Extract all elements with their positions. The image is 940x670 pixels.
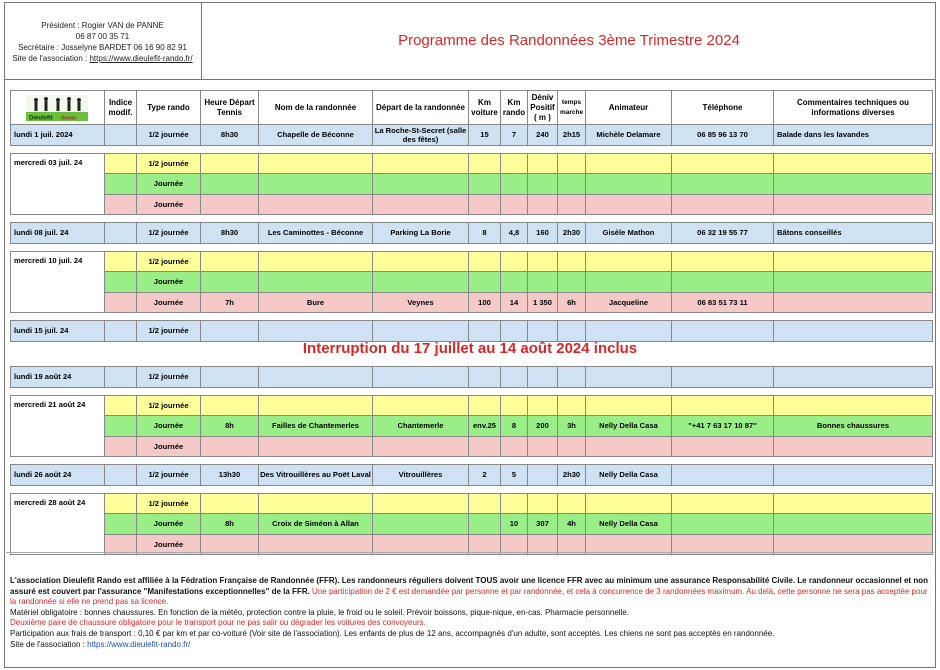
date-cell: mercredi 28 août 24 (11, 493, 105, 555)
temps-cell: 2h30 (558, 465, 586, 486)
kmr-cell: 10 (501, 514, 528, 535)
group-spacer (11, 145, 933, 153)
type-cell: Journée (137, 514, 201, 535)
anim-cell (586, 493, 672, 514)
comm-cell: Bâtons conseillés (774, 223, 933, 244)
col-deniv: Déniv Positif ( m ) (528, 91, 558, 125)
kmv-cell (469, 321, 501, 342)
indice-cell (105, 125, 137, 146)
comm-cell (774, 272, 933, 293)
kmr-cell (501, 321, 528, 342)
table-row (11, 321, 933, 342)
indice-cell (105, 251, 137, 272)
kmr-cell (501, 367, 528, 388)
kmv-cell (469, 436, 501, 457)
date-cell: lundi 15 juil. 24 (11, 321, 105, 342)
indice-cell (105, 321, 137, 342)
table-row (11, 395, 933, 416)
kmv-cell (469, 272, 501, 293)
comm-cell (774, 465, 933, 486)
table-row (11, 416, 933, 437)
kmv-cell (469, 514, 501, 535)
group-spacer (11, 387, 933, 395)
anim-cell (586, 395, 672, 416)
svg-text:Dieulefit: Dieulefit (28, 115, 53, 121)
nom-cell (259, 395, 373, 416)
tel-cell: 06 83 51 73 11 (672, 292, 774, 313)
depart-cell: Veynes (373, 292, 469, 313)
site-link[interactable]: https://www.dieulefit-rando.fr/ (89, 54, 193, 63)
type-cell: 1/2 journée (137, 493, 201, 514)
president-phone: 06 87 00 35 71 (75, 32, 130, 41)
heure-cell (201, 272, 259, 293)
heure-cell (201, 367, 259, 388)
type-cell: 1/2 journée (137, 395, 201, 416)
depart-cell (373, 321, 469, 342)
nom-cell (259, 174, 373, 195)
tel-cell: "+41 7 63 17 10 87" (672, 416, 774, 437)
schedule-table-august (10, 366, 933, 555)
heure-cell (201, 194, 259, 215)
heure-cell (201, 321, 259, 342)
heure-cell (201, 174, 259, 195)
date-cell: lundi 1 juil. 2024 (11, 125, 105, 146)
date-cell: lundi 08 juil. 24 (11, 223, 105, 244)
deniv-cell: 160 (528, 223, 558, 244)
interruption-notice: Interruption du 17 juillet au 14 août 2024 inclus (302, 340, 638, 357)
depart-cell: Chantemerle (373, 416, 469, 437)
heure-cell: 8h (201, 416, 259, 437)
deniv-cell (528, 251, 558, 272)
deniv-cell: 240 (528, 125, 558, 146)
kmr-cell: 7 (501, 125, 528, 146)
kmv-cell (469, 493, 501, 514)
kmv-cell (469, 395, 501, 416)
col-heure: Heure Départ Tennis (201, 91, 259, 125)
heure-cell: 13h30 (201, 465, 259, 486)
comm-cell (774, 194, 933, 215)
nom-cell (259, 272, 373, 293)
deniv-cell (528, 436, 558, 457)
temps-cell (558, 251, 586, 272)
anim-cell (586, 251, 672, 272)
anim-cell (586, 367, 672, 388)
president-line: Président : Rogier VAN de PANNE (41, 21, 164, 30)
date-cell: mercredi 10 juil. 24 (11, 251, 105, 313)
kmv-cell: 8 (469, 223, 501, 244)
date-cell: lundi 19 août 24 (11, 367, 105, 388)
heure-cell (201, 395, 259, 416)
footer-participation-text: Une participation de 2 € est demandée par personne et par randonnée, et cela à concurrence de 3 randonnées maximum. Au delà, cette personne ne sera pas acceptée pour la randonnée si elle ne prend pas sa licence. (10, 586, 928, 607)
group-spacer (11, 485, 933, 493)
anim-cell (586, 436, 672, 457)
group-spacer (11, 457, 933, 465)
deniv-cell (528, 194, 558, 215)
depart-cell (373, 194, 469, 215)
footer-affiliation-text: L'association Dieulefit Rando est affiliée à la Fédration Française de Randonnée (FFR). Les randonneurs réguliers doivent TOUS avoir une licence FFR avec au minimum une assurance Responsabilité Civile. Le randonneur occasionnel et non assuré est couvert par l'assurance "Manifestations exceptionnelles" de la FFR. (10, 576, 928, 596)
type-cell: Journée (137, 436, 201, 457)
indice-cell (105, 395, 137, 416)
nom-cell (259, 436, 373, 457)
heure-cell (201, 153, 259, 174)
temps-cell (558, 436, 586, 457)
tel-cell (672, 514, 774, 535)
type-cell: Journée (137, 292, 201, 313)
kmr-cell (501, 395, 528, 416)
deniv-cell: 1 350 (528, 292, 558, 313)
footer-transport: Participation aux frais de transport : 0,10 € par km et par co-voituré (Voir site de l'association). Les enfants de plus de 12 ans, accompagnés d'un adulte, sont acceptés. Les chiens ne sont pas acceptés en randonnée. (10, 628, 775, 638)
tel-cell (672, 251, 774, 272)
tel-cell (672, 493, 774, 514)
nom-cell (259, 153, 373, 174)
comm-cell (774, 436, 933, 457)
temps-cell: 2h15 (558, 125, 586, 146)
table-row (11, 367, 933, 388)
indice-cell (105, 367, 137, 388)
type-cell: 1/2 journée (137, 321, 201, 342)
tel-cell: 06 85 96 13 70 (672, 125, 774, 146)
nom-cell (259, 251, 373, 272)
kmr-cell (501, 493, 528, 514)
kmv-cell: 2 (469, 465, 501, 486)
table-row (11, 292, 933, 313)
deniv-cell (528, 153, 558, 174)
type-cell: 1/2 journée (137, 367, 201, 388)
heure-cell: 7h (201, 292, 259, 313)
tel-cell (672, 194, 774, 215)
temps-cell: 3h (558, 416, 586, 437)
indice-cell (105, 493, 137, 514)
anim-cell: Michèle Delamare (586, 125, 672, 146)
table-row (11, 174, 933, 195)
type-cell: Journée (137, 534, 201, 555)
svg-text:Rando: Rando (60, 115, 77, 121)
kmv-cell (469, 251, 501, 272)
col-nom: Nom de la randonnée (259, 91, 373, 125)
temps-cell (558, 153, 586, 174)
anim-cell (586, 194, 672, 215)
footer-site-link[interactable]: https://www.dieulefit-rando.fr/ (87, 639, 191, 649)
tel-cell (672, 272, 774, 293)
comm-cell (774, 174, 933, 195)
temps-cell (558, 272, 586, 293)
indice-cell (105, 153, 137, 174)
comm-cell: Balade dans les lavandes (774, 125, 933, 146)
club-logo (16, 95, 100, 121)
heure-cell: 8h30 (201, 125, 259, 146)
kmv-cell (469, 174, 501, 195)
footer-site (10, 640, 932, 651)
comm-cell (774, 367, 933, 388)
type-cell: Journée (137, 272, 201, 293)
kmr-cell: 5 (501, 465, 528, 486)
depart-cell (373, 272, 469, 293)
kmr-cell: 14 (501, 292, 528, 313)
comm-cell (774, 251, 933, 272)
footer-equipment: Matériel obligatoire : bonnes chaussures. En fonction de la météo, protection contre la pluie, le froid ou le soleil. Prévoir boissons, pique-nique, en-cas. Pharmacie personnelle. (10, 607, 630, 617)
deniv-cell (528, 321, 558, 342)
anim-cell: Nelly Della Casa (586, 465, 672, 486)
site-label: Site de l'association : (12, 54, 90, 63)
comm-cell (774, 321, 933, 342)
anim-cell: Nelly Della Casa (586, 514, 672, 535)
footer-site-label: Site de l'association : (10, 639, 88, 649)
nom-cell (259, 493, 373, 514)
site-line (4, 53, 201, 64)
kmr-cell (501, 436, 528, 457)
footer-shoes: Deuxième paire de chaussure obligatoire pour le transport pour ne pas salir ou dégrader les voitures des convoyeurs. (10, 618, 426, 628)
depart-cell (373, 251, 469, 272)
anim-cell (586, 272, 672, 293)
table-row (11, 223, 933, 244)
table-row (11, 493, 933, 514)
table-row (11, 465, 933, 486)
group-spacer (11, 243, 933, 251)
deniv-cell: 307 (528, 514, 558, 535)
type-cell: Journée (137, 194, 201, 215)
kmv-cell: 15 (469, 125, 501, 146)
table-row (11, 251, 933, 272)
tel-cell (672, 465, 774, 486)
comm-cell: Bonnes chaussures (774, 416, 933, 437)
depart-cell (373, 367, 469, 388)
deniv-cell (528, 272, 558, 293)
kmr-cell: 8 (501, 416, 528, 437)
indice-cell (105, 174, 137, 195)
depart-cell (373, 514, 469, 535)
date-cell: mercredi 21 août 24 (11, 395, 105, 457)
comm-cell (774, 395, 933, 416)
type-cell: Journée (137, 174, 201, 195)
temps-cell (558, 194, 586, 215)
type-cell: Journée (137, 416, 201, 437)
heure-cell (201, 436, 259, 457)
nom-cell (259, 194, 373, 215)
col-telephone: Téléphone (672, 91, 774, 125)
anim-cell: Nelly Della Casa (586, 416, 672, 437)
comm-cell (774, 493, 933, 514)
col-km-rando: Km rando (501, 91, 528, 125)
anim-cell (586, 153, 672, 174)
tel-cell (672, 395, 774, 416)
col-animateur: Animateur (586, 91, 672, 125)
anim-cell (586, 321, 672, 342)
temps-cell: 6h (558, 292, 586, 313)
anim-cell: Jacqueline (586, 292, 672, 313)
anim-cell (586, 174, 672, 195)
kmv-cell (469, 194, 501, 215)
indice-cell (105, 292, 137, 313)
indice-cell (105, 465, 137, 486)
temps-cell (558, 395, 586, 416)
heure-cell: 8h30 (201, 223, 259, 244)
nom-cell: Les Caminottes - Béconne (259, 223, 373, 244)
deniv-cell (528, 395, 558, 416)
tel-cell: 06 32 19 55 77 (672, 223, 774, 244)
kmr-cell (501, 153, 528, 174)
indice-cell (105, 194, 137, 215)
association-info (4, 2, 202, 80)
depart-cell (373, 395, 469, 416)
comm-cell (774, 514, 933, 535)
page-title: Programme des Randonnées 3ème Trimestre 2024 (202, 2, 936, 80)
nom-cell: Des Vitrouillères au Poët Laval (259, 465, 373, 486)
temps-cell (558, 367, 586, 388)
deniv-cell (528, 174, 558, 195)
deniv-cell (528, 465, 558, 486)
temps-cell (558, 321, 586, 342)
depart-cell: La Roche-St-Secret (salle des fêtes) (373, 125, 469, 146)
col-temps: temps marche (558, 91, 586, 125)
depart-cell (373, 436, 469, 457)
indice-cell (105, 223, 137, 244)
kmv-cell: env.25 (469, 416, 501, 437)
kmr-cell (501, 251, 528, 272)
tel-cell (672, 174, 774, 195)
heure-cell (201, 493, 259, 514)
temps-cell: 2h30 (558, 223, 586, 244)
col-depart: Départ de la randonnée (373, 91, 469, 125)
secretary-line: Secrétaire : Josselyne BARDET 06 16 90 82 91 (18, 43, 187, 52)
heure-cell: 8h (201, 514, 259, 535)
kmv-cell (469, 367, 501, 388)
kmv-cell: 100 (469, 292, 501, 313)
col-km-voiture: Km voiture (469, 91, 501, 125)
col-indice: Indice modif. (105, 91, 137, 125)
type-cell: 1/2 journée (137, 251, 201, 272)
depart-cell (373, 153, 469, 174)
table-row (11, 514, 933, 535)
col-commentaires: Commentaires techniques ou informations diverses (774, 91, 933, 125)
table-row (11, 194, 933, 215)
indice-cell (105, 272, 137, 293)
nom-cell: Croix de Siméon à Allan (259, 514, 373, 535)
kmr-cell (501, 194, 528, 215)
table-row (11, 125, 933, 146)
comm-cell (774, 292, 933, 313)
deniv-cell (528, 493, 558, 514)
depart-cell (373, 493, 469, 514)
depart-cell: Parking La Borie (373, 223, 469, 244)
indice-cell (105, 514, 137, 535)
kmr-cell (501, 272, 528, 293)
schedule-table-july (10, 90, 933, 342)
date-cell: lundi 26 août 24 (11, 465, 105, 486)
nom-cell (259, 321, 373, 342)
kmr-cell (501, 174, 528, 195)
temps-cell (558, 174, 586, 195)
nom-cell: Failles de Chantemerles (259, 416, 373, 437)
depart-cell: Vitrouillères (373, 465, 469, 486)
table-row (11, 153, 933, 174)
col-type: Type rando (137, 91, 201, 125)
logo-cell (11, 91, 105, 125)
nom-cell: Chapelle de Béconne (259, 125, 373, 146)
type-cell: 1/2 journée (137, 153, 201, 174)
deniv-cell: 200 (528, 416, 558, 437)
table-row (11, 436, 933, 457)
heure-cell (201, 251, 259, 272)
type-cell: 1/2 journée (137, 223, 201, 244)
indice-cell (105, 436, 137, 457)
group-spacer (11, 215, 933, 223)
footer-notes (10, 576, 932, 650)
tel-cell (672, 153, 774, 174)
nom-cell (259, 367, 373, 388)
deniv-cell (528, 367, 558, 388)
comm-cell (774, 153, 933, 174)
anim-cell: Gisèle Mathon (586, 223, 672, 244)
indice-cell (105, 416, 137, 437)
tel-cell (672, 436, 774, 457)
temps-cell: 4h (558, 514, 586, 535)
nom-cell: Bure (259, 292, 373, 313)
tel-cell (672, 321, 774, 342)
kmr-cell: 4,8 (501, 223, 528, 244)
group-spacer (11, 313, 933, 321)
footer-affiliation (10, 576, 932, 608)
type-cell: 1/2 journée (137, 125, 201, 146)
table-row (11, 272, 933, 293)
type-cell: 1/2 journée (137, 465, 201, 486)
footer-divider (6, 552, 934, 553)
date-cell: mercredi 03 juil. 24 (11, 153, 105, 215)
temps-cell (558, 493, 586, 514)
header-row (11, 91, 933, 125)
depart-cell (373, 174, 469, 195)
kmv-cell (469, 153, 501, 174)
tel-cell (672, 367, 774, 388)
